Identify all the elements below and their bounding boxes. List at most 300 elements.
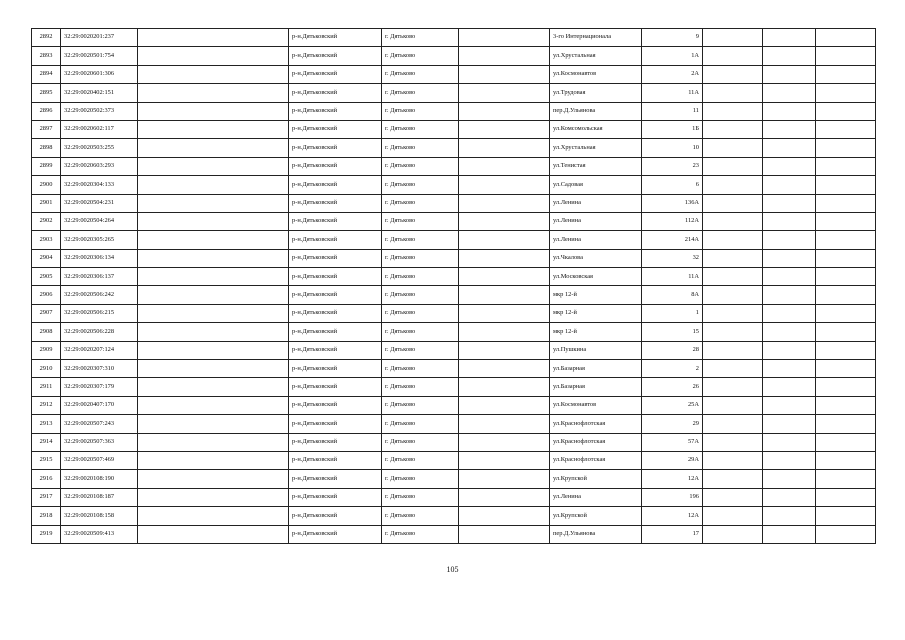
row-number-cell: 2908 <box>32 323 61 341</box>
table-row <box>32 84 876 102</box>
cadastral-number-cell: 32:29:0020501:754 <box>61 47 138 65</box>
empty-cell <box>459 212 550 230</box>
city-cell: г. Дятьково <box>382 360 459 378</box>
house-number-cell: 57А <box>642 433 703 451</box>
empty-cell <box>138 525 289 543</box>
house-number-cell: 112А <box>642 212 703 230</box>
city-cell: г. Дятьково <box>382 286 459 304</box>
house-number-cell: 15 <box>642 323 703 341</box>
empty-cell <box>763 360 816 378</box>
table-row <box>32 433 876 451</box>
house-number-cell: 17 <box>642 525 703 543</box>
city-cell: г. Дятьково <box>382 488 459 506</box>
empty-cell <box>138 176 289 194</box>
empty-cell <box>703 415 763 433</box>
empty-cell <box>816 286 876 304</box>
city-cell: г. Дятьково <box>382 525 459 543</box>
table-row <box>32 507 876 525</box>
row-number-cell: 2918 <box>32 507 61 525</box>
cadastral-number-cell: 32:29:0020407:170 <box>61 396 138 414</box>
row-number-cell: 2910 <box>32 360 61 378</box>
house-number-cell: 9 <box>642 29 703 47</box>
row-number-cell: 2909 <box>32 341 61 359</box>
empty-cell <box>763 451 816 469</box>
cadastral-number-cell: 32:29:0020506:215 <box>61 304 138 322</box>
empty-cell <box>703 139 763 157</box>
empty-cell <box>816 470 876 488</box>
empty-cell <box>763 102 816 120</box>
row-number-cell: 2907 <box>32 304 61 322</box>
empty-cell <box>763 176 816 194</box>
empty-cell <box>138 120 289 138</box>
empty-cell <box>703 65 763 83</box>
street-cell: ул.Краснофлотская <box>550 433 642 451</box>
empty-cell <box>459 433 550 451</box>
empty-cell <box>459 157 550 175</box>
table-row <box>32 65 876 83</box>
district-cell: р-н.Дятьковский <box>289 360 382 378</box>
empty-cell <box>459 268 550 286</box>
cadastral-number-cell: 32:29:0020509:413 <box>61 525 138 543</box>
empty-cell <box>459 194 550 212</box>
city-cell: г. Дятьково <box>382 212 459 230</box>
empty-cell <box>763 286 816 304</box>
empty-cell <box>703 433 763 451</box>
table-row <box>32 378 876 396</box>
city-cell: г. Дятьково <box>382 378 459 396</box>
empty-cell <box>138 470 289 488</box>
street-cell: ул.Базарная <box>550 360 642 378</box>
district-cell: р-н.Дятьковский <box>289 268 382 286</box>
empty-cell <box>816 120 876 138</box>
house-number-cell: 136А <box>642 194 703 212</box>
table-row <box>32 396 876 414</box>
empty-cell <box>703 378 763 396</box>
empty-cell <box>138 231 289 249</box>
empty-cell <box>138 360 289 378</box>
row-number-cell: 2900 <box>32 176 61 194</box>
table-row <box>32 139 876 157</box>
district-cell: р-н.Дятьковский <box>289 120 382 138</box>
table-row <box>32 470 876 488</box>
district-cell: р-н.Дятьковский <box>289 102 382 120</box>
empty-cell <box>816 268 876 286</box>
empty-cell <box>816 139 876 157</box>
row-number-cell: 2917 <box>32 488 61 506</box>
district-cell: р-н.Дятьковский <box>289 396 382 414</box>
empty-cell <box>816 29 876 47</box>
empty-cell <box>816 157 876 175</box>
district-cell: р-н.Дятьковский <box>289 212 382 230</box>
cadastral-number-cell: 32:29:0020306:137 <box>61 268 138 286</box>
table-row <box>32 176 876 194</box>
row-number-cell: 2896 <box>32 102 61 120</box>
table-row <box>32 231 876 249</box>
house-number-cell: 29А <box>642 451 703 469</box>
street-cell: ул.Базарная <box>550 378 642 396</box>
cadastral-number-cell: 32:29:0020307:179 <box>61 378 138 396</box>
district-cell: р-н.Дятьковский <box>289 415 382 433</box>
house-number-cell: 29 <box>642 415 703 433</box>
house-number-cell: 1 <box>642 304 703 322</box>
house-number-cell: 32 <box>642 249 703 267</box>
empty-cell <box>763 47 816 65</box>
house-number-cell: 11 <box>642 102 703 120</box>
empty-cell <box>459 176 550 194</box>
empty-cell <box>138 304 289 322</box>
district-cell: р-н.Дятьковский <box>289 231 382 249</box>
district-cell: р-н.Дятьковский <box>289 176 382 194</box>
empty-cell <box>763 341 816 359</box>
city-cell: г. Дятьково <box>382 139 459 157</box>
empty-cell <box>459 415 550 433</box>
empty-cell <box>816 84 876 102</box>
cadastral-number-cell: 32:29:0020506:242 <box>61 286 138 304</box>
empty-cell <box>138 249 289 267</box>
empty-cell <box>816 415 876 433</box>
empty-cell <box>459 360 550 378</box>
row-number-cell: 2894 <box>32 65 61 83</box>
cadastral-number-cell: 32:29:0020502:373 <box>61 102 138 120</box>
empty-cell <box>703 268 763 286</box>
city-cell: г. Дятьково <box>382 507 459 525</box>
table-row <box>32 29 876 47</box>
house-number-cell: 12А <box>642 470 703 488</box>
street-cell: мкр 12-й <box>550 323 642 341</box>
table-row <box>32 304 876 322</box>
empty-cell <box>816 378 876 396</box>
district-cell: р-н.Дятьковский <box>289 139 382 157</box>
city-cell: г. Дятьково <box>382 102 459 120</box>
empty-cell <box>459 507 550 525</box>
street-cell: пер.Д.Ульянова <box>550 102 642 120</box>
street-cell: ул.Трудовая <box>550 84 642 102</box>
empty-cell <box>816 176 876 194</box>
empty-cell <box>763 65 816 83</box>
street-cell: ул.Ленина <box>550 194 642 212</box>
empty-cell <box>763 433 816 451</box>
empty-cell <box>816 47 876 65</box>
street-cell: пер.Д.Ульянова <box>550 525 642 543</box>
cadastral-number-cell: 32:29:0020504:231 <box>61 194 138 212</box>
row-number-cell: 2916 <box>32 470 61 488</box>
row-number-cell: 2906 <box>32 286 61 304</box>
cadastral-number-cell: 32:29:0020305:265 <box>61 231 138 249</box>
empty-cell <box>138 102 289 120</box>
empty-cell <box>703 29 763 47</box>
city-cell: г. Дятьково <box>382 231 459 249</box>
district-cell: р-н.Дятьковский <box>289 304 382 322</box>
cadastral-number-cell: 32:29:0020506:228 <box>61 323 138 341</box>
district-cell: р-н.Дятьковский <box>289 470 382 488</box>
city-cell: г. Дятьково <box>382 396 459 414</box>
cadastral-number-cell: 32:29:0020507:243 <box>61 415 138 433</box>
cadastral-number-cell: 32:29:0020603:293 <box>61 157 138 175</box>
empty-cell <box>459 341 550 359</box>
street-cell: 3-го Интернационала <box>550 29 642 47</box>
empty-cell <box>138 65 289 83</box>
table-body <box>32 29 876 544</box>
house-number-cell: 1А <box>642 47 703 65</box>
district-cell: р-н.Дятьковский <box>289 525 382 543</box>
house-number-cell: 23 <box>642 157 703 175</box>
empty-cell <box>138 451 289 469</box>
empty-cell <box>703 249 763 267</box>
empty-cell <box>763 470 816 488</box>
empty-cell <box>816 304 876 322</box>
table-row <box>32 525 876 543</box>
row-number-cell: 2904 <box>32 249 61 267</box>
empty-cell <box>703 157 763 175</box>
empty-cell <box>138 341 289 359</box>
table-row <box>32 451 876 469</box>
cadastral-number-cell: 32:29:0020108:158 <box>61 507 138 525</box>
table-row <box>32 286 876 304</box>
city-cell: г. Дятьково <box>382 194 459 212</box>
street-cell: ул.Садовая <box>550 176 642 194</box>
empty-cell <box>703 231 763 249</box>
empty-cell <box>816 525 876 543</box>
empty-cell <box>763 488 816 506</box>
empty-cell <box>703 507 763 525</box>
table-row <box>32 157 876 175</box>
empty-cell <box>138 29 289 47</box>
empty-cell <box>816 451 876 469</box>
cadastral-number-cell: 32:29:0020504:264 <box>61 212 138 230</box>
table-row <box>32 488 876 506</box>
district-cell: р-н.Дятьковский <box>289 507 382 525</box>
row-number-cell: 2893 <box>32 47 61 65</box>
empty-cell <box>763 323 816 341</box>
house-number-cell: 28 <box>642 341 703 359</box>
empty-cell <box>816 323 876 341</box>
empty-cell <box>459 286 550 304</box>
empty-cell <box>763 525 816 543</box>
district-cell: р-н.Дятьковский <box>289 286 382 304</box>
city-cell: г. Дятьково <box>382 120 459 138</box>
empty-cell <box>763 120 816 138</box>
table-row <box>32 212 876 230</box>
empty-cell <box>138 507 289 525</box>
city-cell: г. Дятьково <box>382 415 459 433</box>
district-cell: р-н.Дятьковский <box>289 29 382 47</box>
street-cell: ул.Крупской <box>550 470 642 488</box>
row-number-cell: 2898 <box>32 139 61 157</box>
page-number: 105 <box>446 565 459 574</box>
street-cell: ул.Хрустальная <box>550 139 642 157</box>
empty-cell <box>763 304 816 322</box>
district-cell: р-н.Дятьковский <box>289 341 382 359</box>
city-cell: г. Дятьково <box>382 29 459 47</box>
house-number-cell: 11А <box>642 84 703 102</box>
table-row <box>32 360 876 378</box>
empty-cell <box>703 84 763 102</box>
empty-cell <box>763 84 816 102</box>
house-number-cell: 26 <box>642 378 703 396</box>
empty-cell <box>459 525 550 543</box>
cadastral-number-cell: 32:29:0020402:151 <box>61 84 138 102</box>
house-number-cell: 196 <box>642 488 703 506</box>
empty-cell <box>763 157 816 175</box>
empty-cell <box>816 433 876 451</box>
cadastral-number-cell: 32:29:0020304:133 <box>61 176 138 194</box>
empty-cell <box>816 231 876 249</box>
empty-cell <box>703 396 763 414</box>
house-number-cell: 2 <box>642 360 703 378</box>
empty-cell <box>138 433 289 451</box>
cadastral-number-cell: 32:29:0020507:363 <box>61 433 138 451</box>
street-cell: ул.Космонавтов <box>550 65 642 83</box>
empty-cell <box>703 360 763 378</box>
empty-cell <box>763 231 816 249</box>
empty-cell <box>816 488 876 506</box>
district-cell: р-н.Дятьковский <box>289 194 382 212</box>
district-cell: р-н.Дятьковский <box>289 451 382 469</box>
city-cell: г. Дятьково <box>382 323 459 341</box>
district-cell: р-н.Дятьковский <box>289 488 382 506</box>
district-cell: р-н.Дятьковский <box>289 65 382 83</box>
empty-cell <box>816 65 876 83</box>
house-number-cell: 2А <box>642 65 703 83</box>
city-cell: г. Дятьково <box>382 176 459 194</box>
empty-cell <box>703 323 763 341</box>
empty-cell <box>763 396 816 414</box>
empty-cell <box>459 47 550 65</box>
empty-cell <box>138 212 289 230</box>
street-cell: ул.Чкалова <box>550 249 642 267</box>
empty-cell <box>703 47 763 65</box>
empty-cell <box>763 139 816 157</box>
empty-cell <box>816 396 876 414</box>
row-number-cell: 2902 <box>32 212 61 230</box>
house-number-cell: 12А <box>642 507 703 525</box>
city-cell: г. Дятьково <box>382 268 459 286</box>
table-row <box>32 120 876 138</box>
empty-cell <box>763 415 816 433</box>
empty-cell <box>703 304 763 322</box>
row-number-cell: 2914 <box>32 433 61 451</box>
cadastral-number-cell: 32:29:0020201:237 <box>61 29 138 47</box>
table-row <box>32 268 876 286</box>
street-cell: ул.Тенистая <box>550 157 642 175</box>
empty-cell <box>459 65 550 83</box>
city-cell: г. Дятьково <box>382 470 459 488</box>
empty-cell <box>703 488 763 506</box>
street-cell: ул.Пушкина <box>550 341 642 359</box>
empty-cell <box>459 323 550 341</box>
district-cell: р-н.Дятьковский <box>289 323 382 341</box>
street-cell: ул.Крупской <box>550 507 642 525</box>
city-cell: г. Дятьково <box>382 249 459 267</box>
empty-cell <box>138 396 289 414</box>
empty-cell <box>138 415 289 433</box>
house-number-cell: 8А <box>642 286 703 304</box>
empty-cell <box>138 194 289 212</box>
row-number-cell: 2903 <box>32 231 61 249</box>
empty-cell <box>763 507 816 525</box>
district-cell: р-н.Дятьковский <box>289 84 382 102</box>
row-number-cell: 2899 <box>32 157 61 175</box>
house-number-cell: 10 <box>642 139 703 157</box>
empty-cell <box>459 470 550 488</box>
empty-cell <box>816 102 876 120</box>
row-number-cell: 2897 <box>32 120 61 138</box>
empty-cell <box>459 249 550 267</box>
street-cell: мкр 12-й <box>550 286 642 304</box>
street-cell: ул.Ленина <box>550 231 642 249</box>
empty-cell <box>816 341 876 359</box>
empty-cell <box>459 396 550 414</box>
cadastral-number-cell: 32:29:0020108:187 <box>61 488 138 506</box>
empty-cell <box>459 139 550 157</box>
row-number-cell: 2913 <box>32 415 61 433</box>
district-cell: р-н.Дятьковский <box>289 378 382 396</box>
city-cell: г. Дятьково <box>382 157 459 175</box>
empty-cell <box>459 102 550 120</box>
empty-cell <box>138 157 289 175</box>
cadastral-number-cell: 32:29:0020307:310 <box>61 360 138 378</box>
city-cell: г. Дятьково <box>382 433 459 451</box>
empty-cell <box>459 120 550 138</box>
empty-cell <box>763 29 816 47</box>
city-cell: г. Дятьково <box>382 65 459 83</box>
empty-cell <box>816 507 876 525</box>
street-cell: ул.Московская <box>550 268 642 286</box>
table-row <box>32 249 876 267</box>
street-cell: ул.Краснофлотская <box>550 415 642 433</box>
empty-cell <box>703 194 763 212</box>
district-cell: р-н.Дятьковский <box>289 157 382 175</box>
street-cell: ул.Космонавтов <box>550 396 642 414</box>
empty-cell <box>703 286 763 304</box>
row-number-cell: 2905 <box>32 268 61 286</box>
empty-cell <box>459 29 550 47</box>
empty-cell <box>703 120 763 138</box>
empty-cell <box>703 102 763 120</box>
empty-cell <box>138 84 289 102</box>
empty-cell <box>816 212 876 230</box>
empty-cell <box>138 268 289 286</box>
table-row <box>32 323 876 341</box>
empty-cell <box>459 451 550 469</box>
empty-cell <box>703 525 763 543</box>
empty-cell <box>138 286 289 304</box>
empty-cell <box>459 304 550 322</box>
empty-cell <box>763 194 816 212</box>
street-cell: ул.Хрустальная <box>550 47 642 65</box>
cadastral-number-cell: 32:29:0020507:469 <box>61 451 138 469</box>
table-row <box>32 415 876 433</box>
cadastral-number-cell: 32:29:0020306:134 <box>61 249 138 267</box>
street-cell: ул.Ленина <box>550 212 642 230</box>
row-number-cell: 2892 <box>32 29 61 47</box>
row-number-cell: 2919 <box>32 525 61 543</box>
row-number-cell: 2895 <box>32 84 61 102</box>
district-cell: р-н.Дятьковский <box>289 47 382 65</box>
empty-cell <box>703 341 763 359</box>
house-number-cell: 25А <box>642 396 703 414</box>
table-row <box>32 194 876 212</box>
city-cell: г. Дятьково <box>382 304 459 322</box>
row-number-cell: 2912 <box>32 396 61 414</box>
city-cell: г. Дятьково <box>382 341 459 359</box>
house-number-cell: 1Б <box>642 120 703 138</box>
empty-cell <box>459 378 550 396</box>
empty-cell <box>459 84 550 102</box>
empty-cell <box>816 360 876 378</box>
city-cell: г. Дятьково <box>382 451 459 469</box>
cadastral-number-cell: 32:29:0020503:255 <box>61 139 138 157</box>
